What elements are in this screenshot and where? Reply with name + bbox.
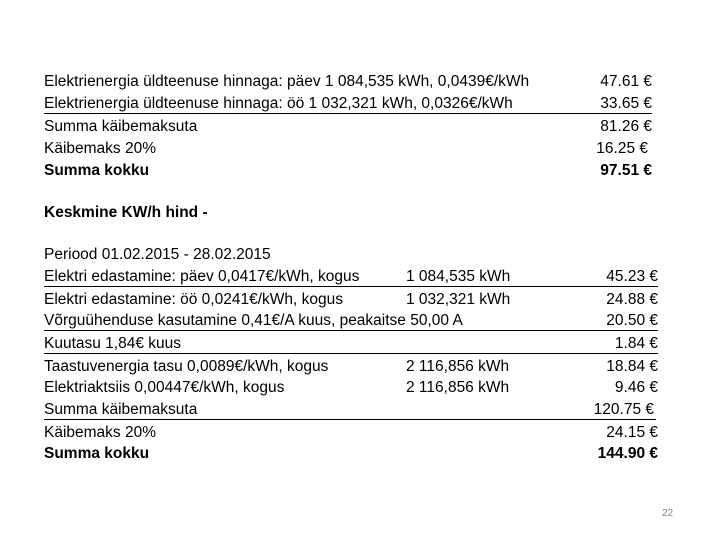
row-amount: 33.65 €: [600, 95, 652, 112]
row-label: Võrguühenduse kasutamine 0,41€/A kuus, peakaitse 50,00 A: [44, 312, 463, 329]
row-amount: 81.26 €: [600, 118, 652, 135]
row-amount: 24.15 €: [606, 424, 658, 441]
period-text: Periood 01.02.2015 - 28.02.2015: [44, 246, 271, 263]
row-amount: 97.51 €: [600, 162, 652, 179]
average-price-heading: Keskmine KW/h hind -: [44, 204, 208, 221]
divider-line: [44, 113, 652, 114]
row-label: Elektri edastamine: päev 0,0417€/kWh, kogus: [44, 268, 360, 285]
row-label: Käibemaks 20%: [44, 140, 157, 157]
divider-line: [44, 419, 656, 420]
row-label: Summa käibemaksuta: [44, 118, 198, 135]
page-number: 22: [662, 508, 674, 519]
total-row: [44, 443, 658, 465]
row-amount: 120.75 €: [593, 401, 654, 418]
energy-day-row: [44, 71, 652, 93]
renewable-fee-row: [44, 356, 658, 378]
row-label: Summa kokku: [44, 445, 150, 462]
divider-line: [44, 353, 658, 354]
divider-line: [44, 286, 658, 287]
row-label: Summa kokku: [44, 162, 150, 179]
transmission-day-row: [44, 266, 658, 288]
row-amount: 18.84 €: [606, 358, 658, 375]
row-label: Summa käibemaksuta: [44, 401, 198, 418]
row-amount: 24.88 €: [606, 291, 658, 308]
subtotal-row: [44, 399, 654, 421]
divider-line: [44, 330, 658, 331]
row-label: Elektrienergia üldteenuse hinnaga: öö 1 032,321 kWh, 0,0326€/kWh: [44, 95, 513, 112]
transmission-night-row: [44, 289, 658, 311]
total-row: [44, 160, 652, 182]
excise-row: [44, 377, 658, 399]
row-label: Taastuvenergia tasu 0,0089€/kWh, kogus: [44, 358, 329, 375]
row-label: Elektri edastamine: öö 0,0241€/kWh, kogus: [44, 291, 343, 308]
row-amount: 47.61 €: [600, 73, 652, 90]
subtotal-row: [44, 116, 652, 138]
row-label: Käibemaks 20%: [44, 424, 157, 441]
row-amount: 1.84 €: [614, 335, 658, 352]
row-amount: 144.90 €: [597, 445, 658, 462]
row-amount: 45.23 €: [606, 268, 658, 285]
row-amount: 16.25 €: [596, 140, 648, 157]
row-label: Kuutasu 1,84€ kuus: [44, 335, 182, 352]
network-connection-row: [44, 310, 658, 332]
row-label: Elektrienergia üldteenuse hinnaga: päev 1 084,535 kWh, 0,0439€/kWh: [44, 73, 530, 90]
energy-night-row: [44, 93, 652, 115]
row-quantity: 2 116,856 kWh: [406, 379, 510, 396]
row-quantity: 1 032,321 kWh: [406, 291, 511, 308]
monthly-fee-row: [44, 333, 658, 355]
row-quantity: 1 084,535 kWh: [406, 268, 511, 285]
row-amount: 9.46 €: [614, 379, 658, 396]
row-label: Elektriaktsiis 0,00447€/kWh, kogus: [44, 379, 285, 396]
vat-row: [44, 422, 658, 444]
vat-row: [44, 138, 648, 160]
row-quantity: 2 116,856 kWh: [406, 358, 510, 375]
row-amount: 20.50 €: [606, 312, 658, 329]
